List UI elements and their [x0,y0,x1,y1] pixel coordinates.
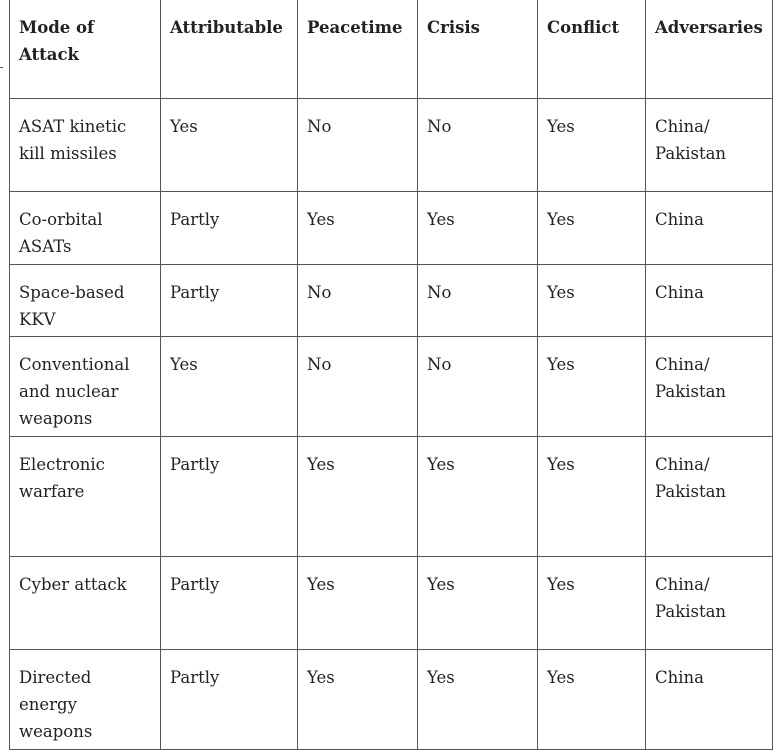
cell-attributable: Partly [161,264,298,336]
header-attributable: Attributable [161,0,298,98]
header-peacetime: Peacetime [298,0,418,98]
cell-attributable: Yes [161,336,298,436]
cell-conflict: Yes [538,649,646,749]
cell-peacetime: No [298,98,418,191]
cell-crisis: Yes [418,556,538,649]
cell-peacetime: Yes [298,556,418,649]
cell-attributable: Yes [161,98,298,191]
margin-tick [0,67,3,68]
cell-adversaries: China [646,191,773,264]
cell-conflict: Yes [538,556,646,649]
cell-conflict: Yes [538,264,646,336]
cell-conflict: Yes [538,336,646,436]
cell-mode: Conventional and nuclear weapons [10,336,161,436]
cell-adversaries: China/ Pakistan [646,556,773,649]
cell-adversaries: China/ Pakistan [646,336,773,436]
cell-mode: Space-based KKV [10,264,161,336]
table-row [10,436,773,556]
cell-mode: Co-orbital ASATs [10,191,161,264]
cell-conflict: Yes [538,436,646,556]
cell-crisis: Yes [418,191,538,264]
header-conflict: Conflict [538,0,646,98]
cell-peacetime: No [298,264,418,336]
cell-peacetime: Yes [298,649,418,749]
cell-mode: Cyber attack [10,556,161,649]
table-row [10,264,773,336]
attack-modes-table [9,0,773,750]
cell-conflict: Yes [538,191,646,264]
cell-peacetime: Yes [298,191,418,264]
header-adversaries: Adversaries [646,0,773,98]
cell-adversaries: China/ Pakistan [646,436,773,556]
table-row [10,98,773,191]
header-mode-of-attack: Mode of Attack [10,0,161,98]
cell-peacetime: No [298,336,418,436]
cell-attributable: Partly [161,556,298,649]
cell-crisis: No [418,336,538,436]
cell-adversaries: China [646,264,773,336]
cell-mode: Directed energy weapons [10,649,161,749]
cell-attributable: Partly [161,191,298,264]
cell-mode: Electronic warfare [10,436,161,556]
cell-crisis: No [418,98,538,191]
cell-peacetime: Yes [298,436,418,556]
cell-crisis: Yes [418,649,538,749]
table-row [10,336,773,436]
table-header-row [10,0,773,98]
cell-mode: ASAT kinetic kill missiles [10,98,161,191]
cell-adversaries: China [646,649,773,749]
table-row [10,556,773,649]
header-crisis: Crisis [418,0,538,98]
cell-crisis: Yes [418,436,538,556]
cell-attributable: Partly [161,436,298,556]
cell-conflict: Yes [538,98,646,191]
table-row [10,191,773,264]
table-row [10,649,773,749]
cell-crisis: No [418,264,538,336]
cell-adversaries: China/ Pakistan [646,98,773,191]
cell-attributable: Partly [161,649,298,749]
